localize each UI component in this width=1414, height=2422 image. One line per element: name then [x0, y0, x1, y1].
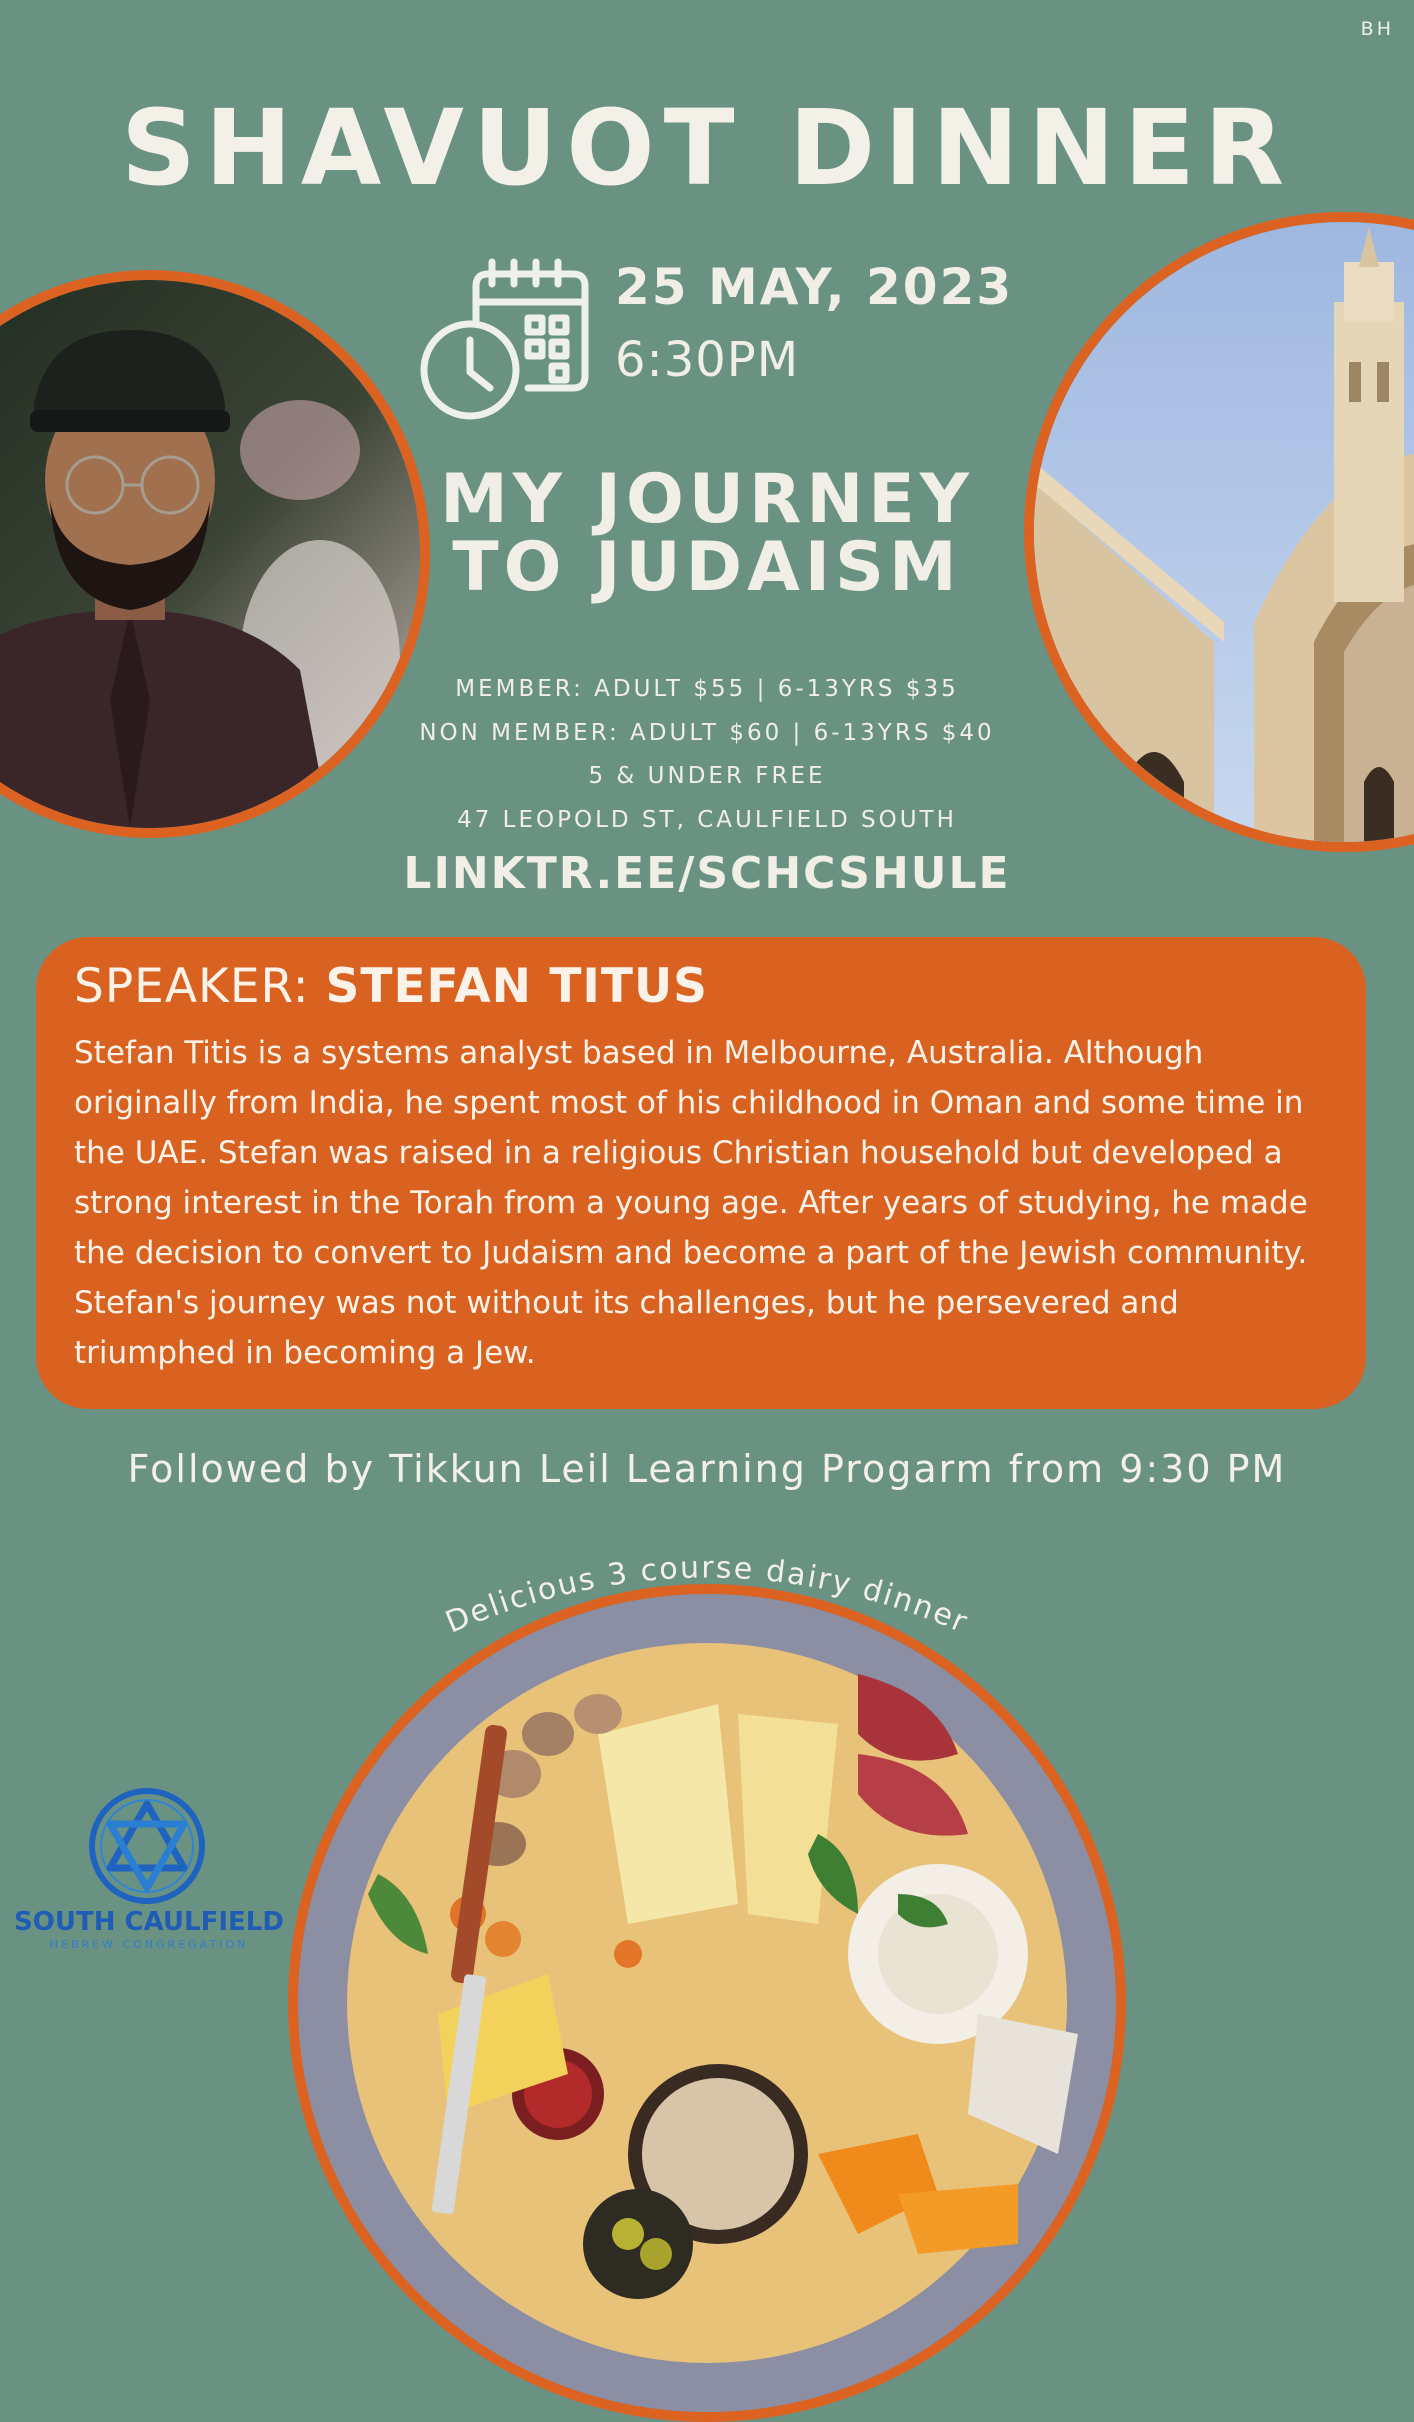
page-title: SHAVUOT DINNER [120, 87, 1294, 209]
non-member-price: NON MEMBER: ADULT $60 | 6-13YRS $40 [419, 719, 995, 746]
mosque-photo [1024, 212, 1414, 852]
pricing-block [357, 668, 1057, 842]
speaker-bio: Stefan Titis is a systems analyst based in Melbourne, Australia. Although originally from India, he spent most of his childhood in Oman and some time in the UAE. Stefan was raised in a religious Christian household but developed a strong interest in the Torah from a young age. After years of studying, he made the decision to convert to Judaism and become a part of the Jewish community. Stefan's journey was not without its challenges, but he persevered and triumphed in becoming a Jew. [74, 1035, 1308, 1371]
speaker-name: STEFAN TITUS [325, 959, 708, 1014]
bh-mark: BH [1360, 18, 1394, 40]
talk-title [357, 460, 1057, 607]
dinner-tagline-text: Delicious 3 course dairy dinner [440, 1550, 974, 1641]
star-of-david-icon [92, 1791, 202, 1901]
talk-title-line2: TO JUDAISM [452, 528, 962, 607]
food-platter-photo [288, 1584, 1126, 2422]
logo-subtitle: HEBREW CONGREGATION [49, 1938, 249, 1951]
calendar-clock-icon [418, 258, 593, 423]
logo-name: SOUTH CAULFIELD [14, 1907, 284, 1937]
talk-title-line1: MY JOURNEY [440, 460, 974, 539]
event-date: 25 MAY, 2023 [615, 258, 1014, 316]
event-time: 6:30PM [615, 332, 800, 388]
speaker-label: SPEAKER: [74, 959, 326, 1014]
followed-by-text: Followed by Tikkun Leil Learning Progarm from 9:30 PM [127, 1447, 1287, 1491]
speaker-card [36, 937, 1366, 1409]
member-price: MEMBER: ADULT $55 | 6-13YRS $35 [455, 676, 959, 702]
speaker-heading [74, 959, 1328, 1014]
congregation-logo [14, 1786, 284, 1956]
booking-link[interactable]: LINKTR.EE/SCHCSHULE [403, 848, 1011, 899]
free-admission: 5 & UNDER FREE [588, 763, 826, 789]
venue-address: 47 LEOPOLD ST, CAULFIELD SOUTH [457, 806, 957, 833]
